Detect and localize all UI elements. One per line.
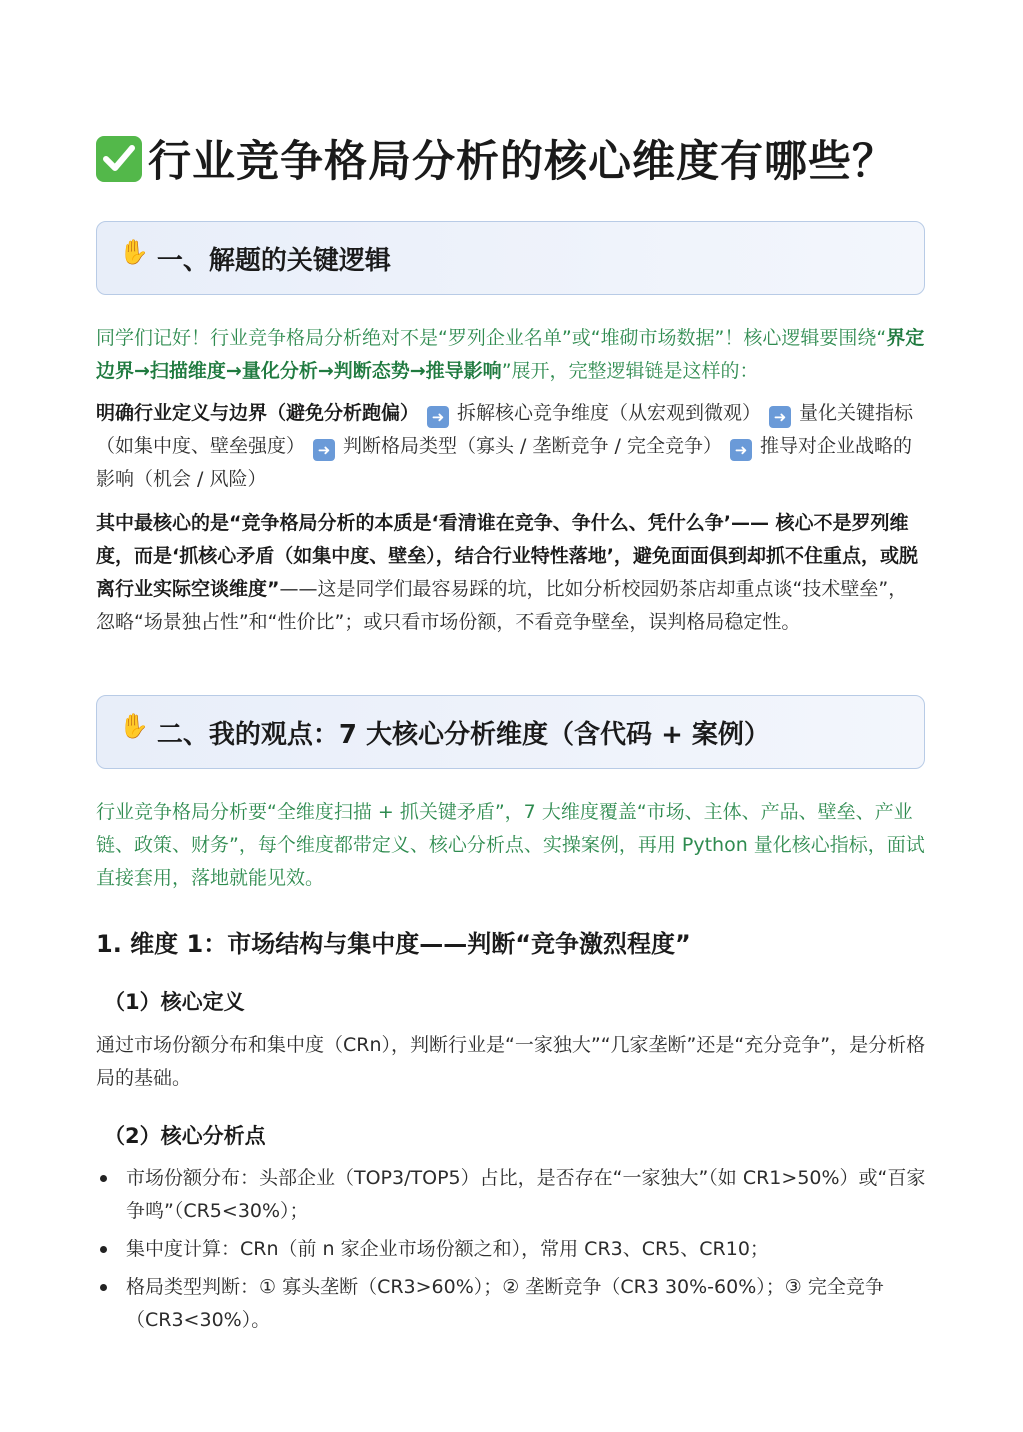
- check-mark-icon: [96, 136, 142, 182]
- section-1-header: [96, 221, 925, 295]
- core-insight: [96, 507, 926, 639]
- core-definition-heading: （1）核心定义: [104, 990, 245, 1014]
- chain-step-5: 推导对企业战略的影响（机会 / 风险）: [96, 435, 912, 490]
- right-arrow-icon: ➜: [313, 439, 335, 461]
- section-1-intro: [96, 322, 926, 388]
- logic-chain: [96, 397, 926, 496]
- dimension-1-heading: 1. 维度 1：市场结构与集中度——判断“竞争激烈程度”: [96, 930, 691, 958]
- page-title-text: 行业竞争格局分析的核心维度有哪些？: [148, 137, 896, 187]
- core-highlight: 最核心的是“竞争格局分析的本质是‘看清谁在竞争、争什么、凭什么争’—— 核心不是罗列维度，而是‘抓核心矛盾（如集中度、壁垒），结合行业特性落地’，避免面面俱到却抓不住重点，或脱离行业实际空谈维度”: [96, 512, 918, 600]
- section-2-header: [96, 695, 925, 769]
- right-arrow-icon: ➜: [769, 406, 791, 428]
- core-text-2: ——这是同学们最容易踩的坑，比如分析校园奶茶店却重点谈“技术壁垒”，忽略“场景独占性”和“性价比”；或只看市场份额，不看竞争壁垒，误判格局稳定性。: [96, 578, 908, 633]
- analysis-points-list: [96, 1162, 926, 1342]
- waving-hand-icon: ✋: [119, 712, 149, 740]
- right-arrow-icon: ➜: [427, 406, 449, 428]
- chain-step-1: 明确行业定义与边界（避免分析跑偏）: [96, 402, 420, 424]
- intro-text-2: ”展开，完整逻辑链是这样的：: [501, 360, 759, 382]
- analysis-points-heading: （2）核心分析点: [104, 1124, 266, 1148]
- chain-step-4: 判断格局类型（寡头 / 垄断竞争 / 完全竞争）: [343, 435, 722, 457]
- logic-chain-highlight: 界定边界→扫描维度→量化分析→判断态势→推导影响: [96, 327, 925, 382]
- core-text-1: 其中: [96, 512, 135, 534]
- list-item: 市场份额分布：头部企业（TOP3/TOP5）占比，是否存在“一家独大”（如 CR1>50%）或“百家争鸣”（CR5<30%）；: [96, 1162, 926, 1228]
- section-2-title: 二、我的观点：7 大核心分析维度（含代码 + 案例）: [156, 719, 770, 750]
- core-definition-text: 通过市场份额分布和集中度（CRn），判断行业是“一家独大”“几家垄断”还是“充分竞争”，是分析格局的基础。: [96, 1034, 926, 1089]
- chain-step-2: 拆解核心竞争维度（从宏观到微观）: [457, 402, 762, 424]
- waving-hand-icon: ✋: [119, 238, 149, 266]
- list-item: 格局类型判断：① 寡头垄断（CR3>60%）；② 垄断竞争（CR3 30%-60%）；③ 完全竞争（CR3<30%）。: [96, 1271, 926, 1337]
- page-title: [96, 128, 896, 189]
- list-item: 集中度计算：CRn（前 n 家企业市场份额之和），常用 CR3、CR5、CR10；: [96, 1233, 926, 1266]
- section-1-title: 一、解题的关键逻辑: [156, 245, 391, 276]
- chain-step-3: 量化关键指标（如集中度、壁垒强度）: [96, 402, 914, 457]
- intro-text-1: 同学们记好！行业竞争格局分析绝对不是“罗列企业名单”或“堆砌市场数据”！核心逻辑要围绕“: [96, 327, 887, 349]
- right-arrow-icon: ➜: [730, 439, 752, 461]
- section-2-intro: 行业竞争格局分析要“全维度扫描 + 抓关键矛盾”，7 大维度覆盖“市场、主体、产品、壁垒、产业链、政策、财务”，每个维度都带定义、核心分析点、实操案例，再用 Python 量化核心指标，面试直接套用，落地就能见效。: [96, 801, 925, 889]
